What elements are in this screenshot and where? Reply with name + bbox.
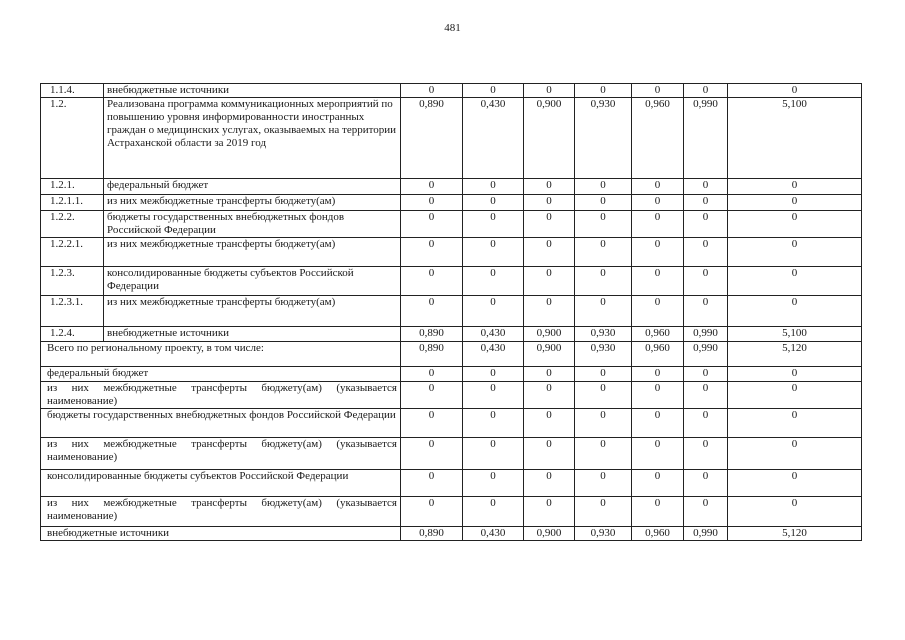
value-cell: 0	[632, 296, 684, 327]
table-row	[41, 98, 862, 179]
row-code: 1.2.2.1.	[41, 238, 104, 267]
value-cell: 0,960	[632, 98, 684, 179]
value-cell: 0	[524, 84, 575, 98]
row-code: 1.2.1.	[41, 179, 104, 195]
value-cell: 0,890	[401, 527, 463, 541]
value-cell: 0	[463, 497, 524, 527]
value-cell: 0	[575, 382, 632, 409]
value-cell: 0	[632, 409, 684, 438]
value-cell: 0,930	[575, 342, 632, 367]
value-cell: 5,120	[728, 342, 862, 367]
table-row	[41, 179, 862, 195]
value-cell: 0	[524, 438, 575, 470]
value-cell: 0	[684, 267, 728, 296]
row-name: из них межбюджетные трансферты бюджету(ам)	[104, 238, 401, 267]
value-cell: 0,430	[463, 342, 524, 367]
row-code: 1.2.4.	[41, 327, 104, 342]
table-row	[41, 211, 862, 238]
value-cell: 0	[684, 238, 728, 267]
row-name: из них межбюджетные трансферты бюджету(ам)	[104, 195, 401, 211]
value-cell: 0	[401, 179, 463, 195]
row-name: бюджеты государственных внебюджетных фондов Российской Федерации	[41, 409, 401, 438]
value-cell: 0	[463, 438, 524, 470]
value-cell: 0	[463, 296, 524, 327]
value-cell: 0	[684, 409, 728, 438]
value-cell: 0	[684, 367, 728, 382]
value-cell: 0,890	[401, 327, 463, 342]
value-cell: 0	[575, 438, 632, 470]
value-cell: 0	[463, 84, 524, 98]
row-name: из них межбюджетные трансферты бюджету(ам) (указывается наименование)	[41, 497, 401, 527]
value-cell: 0	[401, 382, 463, 409]
value-cell: 0,960	[632, 327, 684, 342]
row-code: 1.1.4.	[41, 84, 104, 98]
value-cell: 0	[463, 211, 524, 238]
value-cell: 0	[524, 238, 575, 267]
value-cell: 0	[401, 296, 463, 327]
value-cell: 0	[728, 84, 862, 98]
value-cell: 0	[524, 211, 575, 238]
value-cell: 0	[463, 267, 524, 296]
table-row	[41, 296, 862, 327]
value-cell: 0,890	[401, 98, 463, 179]
table-row	[41, 342, 862, 367]
value-cell: 0	[632, 84, 684, 98]
value-cell: 0	[575, 367, 632, 382]
value-cell: 0	[684, 179, 728, 195]
table-row	[41, 497, 862, 527]
value-cell: 0	[684, 211, 728, 238]
value-cell: 0	[463, 409, 524, 438]
value-cell: 0	[463, 195, 524, 211]
value-cell: 0	[524, 382, 575, 409]
row-name: внебюджетные источники	[104, 327, 401, 342]
value-cell: 0	[524, 296, 575, 327]
value-cell: 0	[463, 238, 524, 267]
value-cell: 0	[401, 267, 463, 296]
value-cell: 0	[463, 382, 524, 409]
value-cell: 0	[401, 497, 463, 527]
row-name: бюджеты государственных внебюджетных фондов Российской Федерации	[104, 211, 401, 238]
value-cell: 0	[632, 497, 684, 527]
value-cell: 0	[524, 470, 575, 497]
value-cell: 0,900	[524, 527, 575, 541]
value-cell: 0	[728, 409, 862, 438]
row-name: из них межбюджетные трансферты бюджету(ам)	[104, 296, 401, 327]
value-cell: 0	[575, 84, 632, 98]
value-cell: 0	[575, 195, 632, 211]
value-cell: 0	[632, 367, 684, 382]
table-row	[41, 470, 862, 497]
value-cell: 0	[401, 195, 463, 211]
value-cell: 0	[728, 211, 862, 238]
value-cell: 0	[575, 238, 632, 267]
value-cell: 0	[684, 382, 728, 409]
row-name: федеральный бюджет	[41, 367, 401, 382]
value-cell: 0,900	[524, 342, 575, 367]
row-code: 1.2.2.	[41, 211, 104, 238]
row-code: 1.2.1.1.	[41, 195, 104, 211]
row-name: внебюджетные источники	[104, 84, 401, 98]
table-row	[41, 367, 862, 382]
value-cell: 0	[401, 470, 463, 497]
row-code: 1.2.3.1.	[41, 296, 104, 327]
value-cell: 0	[632, 267, 684, 296]
value-cell: 0,890	[401, 342, 463, 367]
value-cell: 0	[401, 438, 463, 470]
value-cell: 5,100	[728, 98, 862, 179]
row-name: из них межбюджетные трансферты бюджету(ам) (указывается наименование)	[41, 382, 401, 409]
value-cell: 0	[728, 179, 862, 195]
row-name: федеральный бюджет	[104, 179, 401, 195]
row-name: внебюджетные источники	[41, 527, 401, 541]
value-cell: 0	[524, 367, 575, 382]
value-cell: 0,430	[463, 327, 524, 342]
table-row	[41, 527, 862, 541]
value-cell: 0	[684, 84, 728, 98]
row-name: из них межбюджетные трансферты бюджету(ам) (указывается наименование)	[41, 438, 401, 470]
value-cell: 0	[575, 409, 632, 438]
value-cell: 0	[575, 497, 632, 527]
value-cell: 0,930	[575, 527, 632, 541]
value-cell: 0,960	[632, 342, 684, 367]
value-cell: 0	[728, 267, 862, 296]
row-name: Всего по региональному проекту, в том числе:	[41, 342, 401, 367]
row-code: 1.2.	[41, 98, 104, 179]
value-cell: 0	[632, 179, 684, 195]
table-row	[41, 84, 862, 98]
row-name: консолидированные бюджеты субъектов Российской Федерации	[41, 470, 401, 497]
value-cell: 0	[401, 367, 463, 382]
value-cell: 0	[524, 497, 575, 527]
row-code: 1.2.3.	[41, 267, 104, 296]
table-row	[41, 327, 862, 342]
value-cell: 0,990	[684, 527, 728, 541]
value-cell: 0	[632, 238, 684, 267]
value-cell: 0	[728, 367, 862, 382]
value-cell: 0	[684, 470, 728, 497]
value-cell: 0	[632, 211, 684, 238]
value-cell: 0	[728, 497, 862, 527]
value-cell: 0	[684, 497, 728, 527]
value-cell: 0	[575, 296, 632, 327]
value-cell: 0	[463, 470, 524, 497]
value-cell: 5,120	[728, 527, 862, 541]
value-cell: 0	[684, 296, 728, 327]
row-name: консолидированные бюджеты субъектов Российской Федерации	[104, 267, 401, 296]
row-name: Реализована программа коммуникационных мероприятий по повышению уровня информированности иностранных граждан о медицинских услугах, оказываемых на территории Астраханской области за 2019 год	[104, 98, 401, 179]
value-cell: 0	[524, 179, 575, 195]
value-cell: 0,900	[524, 327, 575, 342]
value-cell: 0,900	[524, 98, 575, 179]
table-row	[41, 409, 862, 438]
value-cell: 0,930	[575, 327, 632, 342]
budget-table	[40, 83, 862, 541]
value-cell: 0	[684, 438, 728, 470]
table-row	[41, 438, 862, 470]
table-body	[41, 84, 862, 541]
value-cell: 0	[684, 195, 728, 211]
value-cell: 0	[632, 195, 684, 211]
value-cell: 0	[524, 195, 575, 211]
value-cell: 0	[463, 179, 524, 195]
value-cell: 0	[524, 409, 575, 438]
value-cell: 0	[401, 409, 463, 438]
value-cell: 0	[575, 267, 632, 296]
page-number: 481	[444, 22, 461, 34]
value-cell: 0,990	[684, 342, 728, 367]
table-row	[41, 238, 862, 267]
value-cell: 0	[575, 179, 632, 195]
value-cell: 0	[401, 84, 463, 98]
table-row	[41, 382, 862, 409]
value-cell: 0	[463, 367, 524, 382]
value-cell: 0,430	[463, 98, 524, 179]
table-row	[41, 195, 862, 211]
value-cell: 0,990	[684, 327, 728, 342]
value-cell: 0	[575, 470, 632, 497]
value-cell: 0	[728, 382, 862, 409]
value-cell: 0	[728, 238, 862, 267]
value-cell: 0	[632, 382, 684, 409]
value-cell: 0,960	[632, 527, 684, 541]
value-cell: 0	[524, 267, 575, 296]
value-cell: 0,430	[463, 527, 524, 541]
table-row	[41, 267, 862, 296]
value-cell: 0	[401, 211, 463, 238]
value-cell: 0	[728, 195, 862, 211]
value-cell: 0	[401, 238, 463, 267]
value-cell: 5,100	[728, 327, 862, 342]
value-cell: 0	[575, 211, 632, 238]
value-cell: 0,930	[575, 98, 632, 179]
value-cell: 0	[728, 470, 862, 497]
value-cell: 0	[632, 470, 684, 497]
value-cell: 0	[632, 438, 684, 470]
value-cell: 0	[728, 438, 862, 470]
value-cell: 0,990	[684, 98, 728, 179]
value-cell: 0	[728, 296, 862, 327]
